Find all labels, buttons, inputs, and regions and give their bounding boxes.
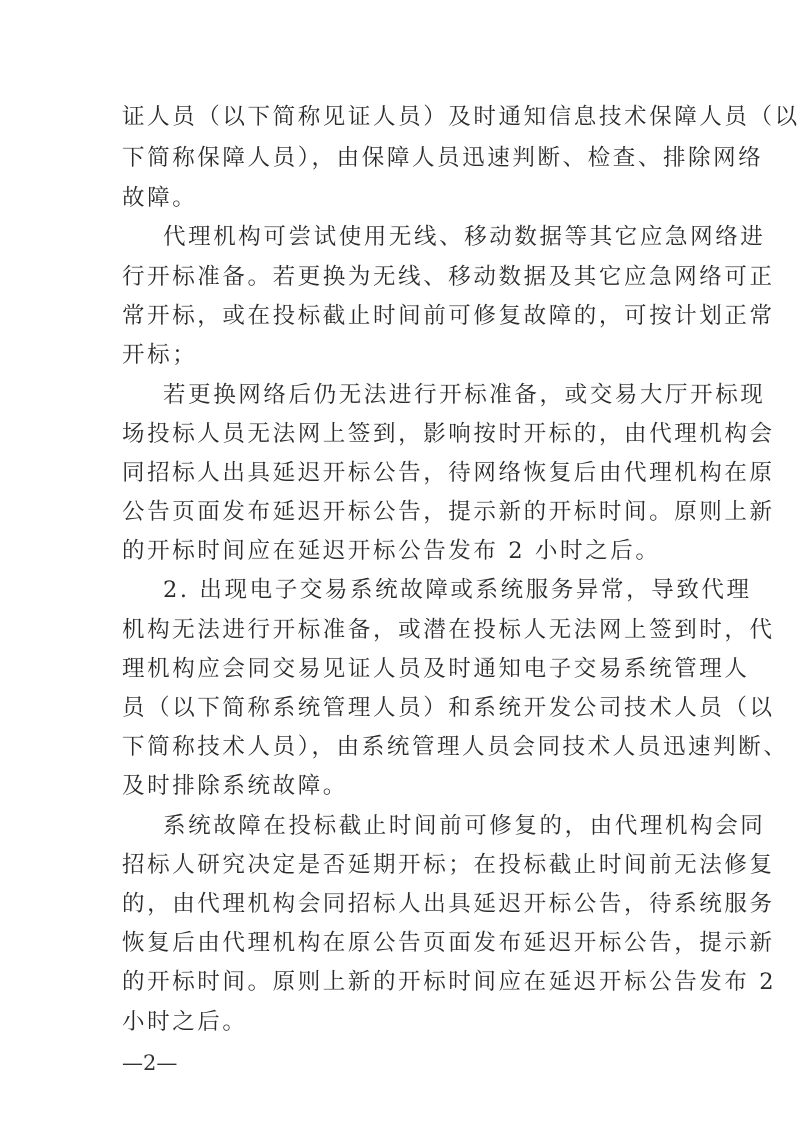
body-line: 的，由代理机构会同招标人出具延迟开标公告，待系统服务 <box>122 891 775 917</box>
body-line: 同招标人出具延迟开标公告，待网络恢复后由代理机构在原 <box>122 460 775 486</box>
body-line: 下简称技术人员），由系统管理人员会同技术人员迅速判断、 <box>122 734 789 760</box>
body-line: 招标人研究决定是否延期开标；在投标截止时间前无法修复 <box>122 852 775 878</box>
body-line: 行开标准备。若更换为无线、移动数据及其它应急网络可正 <box>122 264 775 290</box>
body-line: 机构无法进行开标准备，或潜在投标人无法网上签到时，代 <box>122 617 775 643</box>
body-line: 代理机构可尝试使用无线、移动数据等其它应急网络进 <box>163 224 766 250</box>
body-line: 开标； <box>122 342 198 368</box>
body-line: 理机构应会同交易见证人员及时通知电子交易系统管理人 <box>122 656 750 682</box>
body-line: 下简称保障人员），由保障人员迅速判断、检查、排除网络 <box>122 145 764 171</box>
page-number: —2— <box>122 1051 178 1075</box>
body-line: 公告页面发布延迟开标公告，提示新的开标时间。原则上新 <box>122 499 775 525</box>
body-line: 2. 出现电子交易系统故障或系统服务异常，导致代理 <box>163 577 752 603</box>
body-line: 及时排除系统故障。 <box>122 773 348 799</box>
body-line: 场投标人员无法网上签到，影响按时开标的，由代理机构会 <box>122 421 775 447</box>
body-line: 证人员（以下简称见证人员）及时通知信息技术保障人员（以 <box>122 104 800 130</box>
body-line: 的开标时间应在延迟开标公告发布 2 小时之后。 <box>122 538 661 564</box>
body-line: 的开标时间。原则上新的开标时间应在延迟开标公告发布 2 <box>122 969 777 995</box>
body-line: 系统故障在投标截止时间前可修复的，由代理机构会同 <box>163 813 766 839</box>
body-line: 恢复后由代理机构在原公告页面发布延迟开标公告，提示新 <box>122 930 775 956</box>
body-line: 故障。 <box>122 185 198 211</box>
body-line: 若更换网络后仍无法进行开标准备，或交易大厅开标现 <box>163 382 766 408</box>
body-line: 员（以下简称系统管理人员）和系统开发公司技术人员（以 <box>122 695 775 721</box>
body-line: 常开标，或在投标截止时间前可修复故障的，可按计划正常 <box>122 303 775 329</box>
body-line: 小时之后。 <box>122 1009 248 1035</box>
